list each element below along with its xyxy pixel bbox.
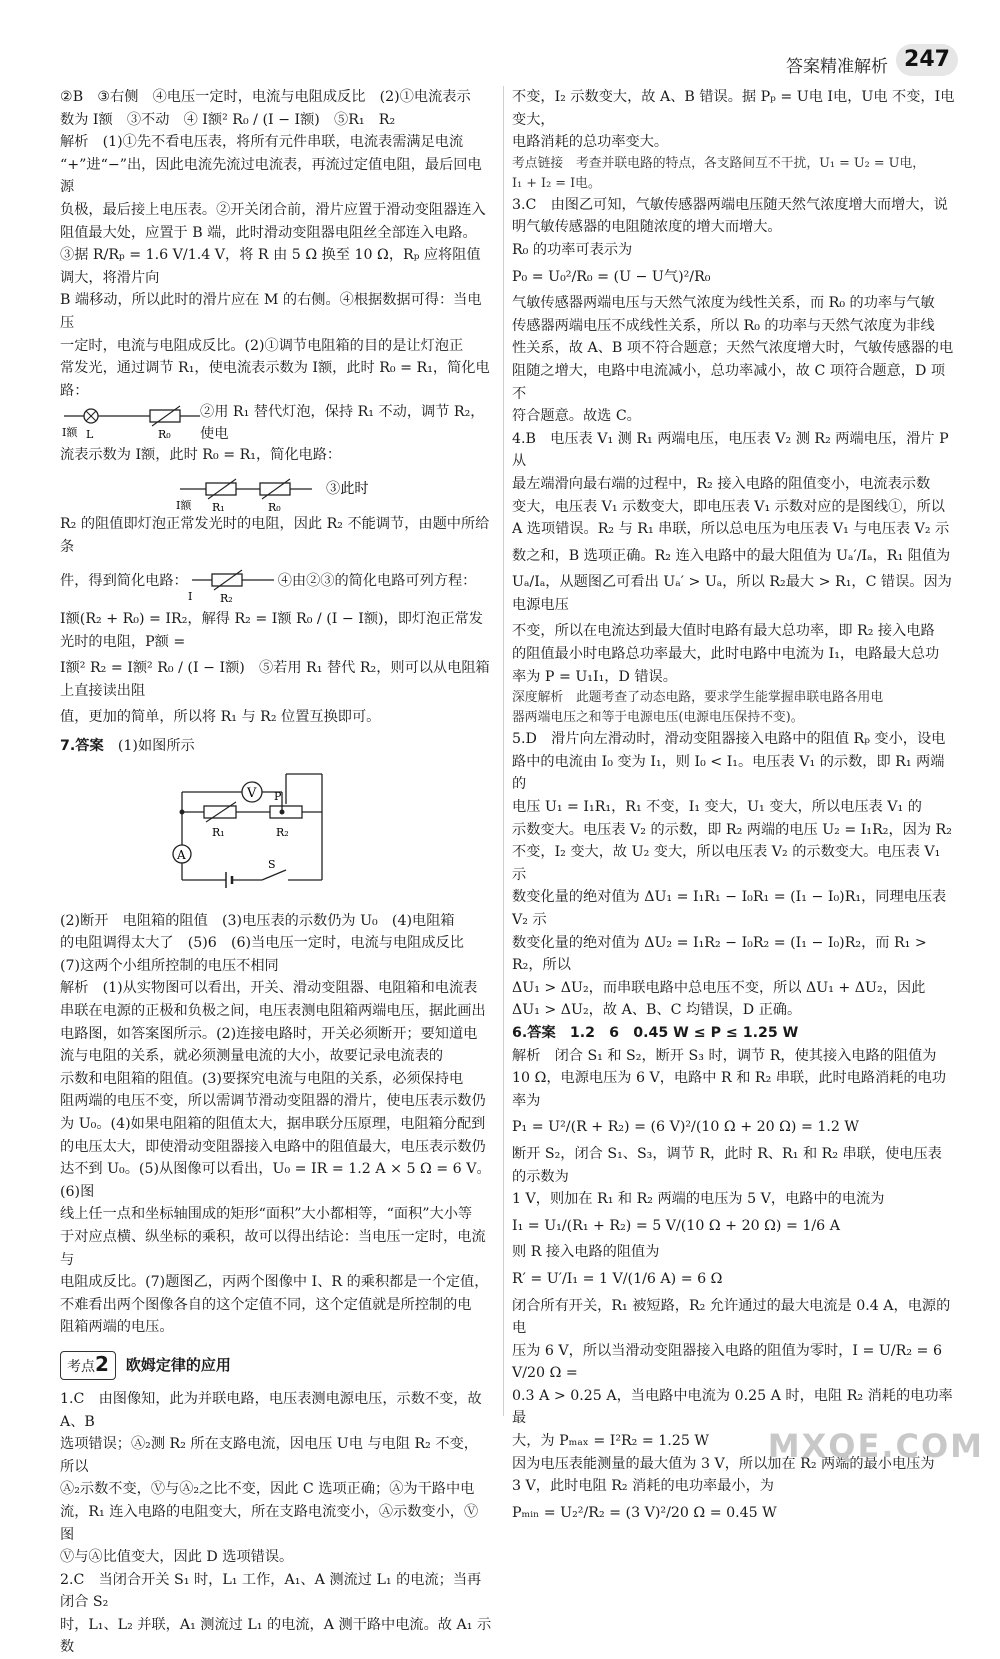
text-line: 4.B 电压表 V₁ 测 R₁ 两端电压，电压表 V₂ 测 R₂ 两端电压，滑片 P 从: [512, 430, 949, 470]
text-line: B 端移动，所以此时的滑片应在 M 的右侧。④根据数据可得：当电压: [60, 292, 482, 331]
text-line: 则 R 接入电路的阻值为: [512, 1244, 660, 1261]
text-line: 3 V，此时电阻 R₂ 消耗的电功率最小，为: [512, 1478, 774, 1495]
text-line: 数为 I额 ③不动 ④ I额² R₀ / (I − I额) ⑤R₁ R₂: [60, 111, 396, 128]
text-line: A 选项错误。R₂ 与 R₁ 串联，所以总电压为电压表 V₁ 与电压表 V₂ 示: [512, 521, 950, 538]
text-line: 常发光，通过调节 R₁，使电流表示数为 I额，此时 R₀ = R₁，简化电路：: [60, 360, 490, 399]
resistor-box-symbol: [212, 574, 242, 586]
kaodian-link: 考点链接 考查并联电路的特点，各支路间互不干扰，U₁ = U₂ = U电，: [512, 155, 926, 171]
text-line: ④由②③的简化电路可列方程：: [277, 572, 477, 589]
text-line: 流，R₁ 连入电路的电阻变大，所在支路电流变小，Ⓐ示数变小，Ⓥ图: [60, 1503, 479, 1543]
variable-arrow: [214, 570, 242, 590]
text-line: 气敏传感器两端电压与天然气浓度为线性关系，而 R₀ 的功率与气敏: [512, 295, 935, 312]
kaodian-prefix: 考点: [67, 1358, 95, 1375]
text-line: 电路图，如答案图所示。(2)连接电路时，开关必须断开；要知道电: [60, 1025, 478, 1042]
text-line: 不变，I₂ 示数变大，故 A、B 错误。据 Pₚ = U电 I电，U电 不变，I电 变大，: [512, 89, 955, 128]
text-line: 解析 (1)从实物图可以看出，开关、滑动变阻器、电阻箱和电流表: [60, 980, 478, 997]
text-line: 件，得到简化电路：: [60, 572, 188, 589]
text-line: 线上任一点和坐标轴围成的矩形“面积”大小都相等，“面积”大小等: [60, 1206, 473, 1223]
text-line: ΔU₁ > ΔU₂，故 A、B、C 均错误，D 正确。: [512, 1002, 802, 1019]
text-line: 10 Ω，电源电压为 6 V，电路中 R 和 R₂ 串联，此时电路消耗的电功: [512, 1070, 947, 1087]
text-line: ③此时: [326, 480, 369, 497]
simplified-circuit-2-row: [60, 467, 492, 513]
simplified-circuit-3: [188, 558, 278, 604]
text-line: 数变化量的绝对值为 ΔU₂ = I₁R₂ − I₀R₂ = (I₁ − I₀)R₂，而 R₁ > R₂，所以: [512, 934, 927, 974]
switch-label: S: [268, 857, 276, 871]
text-line: 符合题意。故选 C。: [512, 408, 641, 425]
text-line: Uₐ/Iₐ，从题图乙可看出 Uₐ′ > Uₐ，所以 R₂最大 > R₁，C 错误。因为电源电压: [512, 574, 952, 613]
formula-line: P₀ = U₀²/R₀ = (U − U气)²/R₀: [512, 268, 711, 285]
variable-arrow: [152, 406, 180, 426]
text-line: 0.3 A > 0.25 A，当电路中电流为 0.25 A 时，电阻 R₂ 消耗的电功率最: [512, 1387, 953, 1427]
text-line: 阻两端的电压不变，所以需调节滑动变阻器的滑片，使电压表示数仍: [60, 1093, 486, 1110]
text-line: I额(R₂ + R₀) = IR₂，解得 R₂ = I额 R₀ / (I − I额)，即灯泡正常发光时的电阻，P额 =: [60, 611, 483, 650]
text-line: 一定时，电流与电阻成反比。(2)①调节电阻箱的目的是让灯泡正: [60, 337, 464, 354]
text-line: 流表示数为 I额，此时 R₀ = R₁，简化电路：: [60, 447, 342, 464]
text-line: 电阻成反比。(7)题图乙，丙两个图像中 I、R 的乘积都是一个定值，: [60, 1274, 489, 1291]
label-l: L: [86, 428, 94, 442]
simplified-circuit-1-row: [60, 402, 492, 444]
text-line: 不变，所以在电流达到最大值时电路有最大总功率，即 R₂ 接入电路: [512, 623, 935, 640]
label-r1: R₁: [212, 500, 225, 513]
text-line: 达不到 U₀。(5)从图像可以看出，U₀ = IR = 1.2 A × 5 Ω = 6 V。(6)图: [60, 1161, 491, 1200]
text-line: 率为 P = U₁I₁，D 错误。: [512, 668, 677, 685]
text-line: Ⓐ₂示数不变，Ⓥ与Ⓐ₂之比不变，因此 C 选项正确；Ⓐ为干路中电: [60, 1481, 475, 1498]
formula-line: R′ = U′/I₁ = 1 V/(1/6 A) = 6 Ω: [512, 1270, 723, 1287]
text-line: 闭合所有开关，R₁ 被短路，R₂ 允许通过的最大电流是 0.4 A，电源的电: [512, 1297, 951, 1337]
text-line: ③据 R/Rₚ = 1.6 V/1.4 V，将 R 由 5 Ω 换至 10 Ω，Rₚ 应将阻值调大，将滑片向: [60, 247, 481, 286]
text-line: 串联在电源的正极和负极之间，电压表测电阻箱两端电压，据此画出: [60, 1003, 486, 1020]
text-line: 负极，最后接上电压表。②开关闭合前，滑片应置于滑动变阻器连入: [60, 201, 486, 218]
label-i-rated: I额: [62, 426, 78, 440]
text-line: 电路消耗的总功率变大。: [512, 134, 669, 151]
text-line: 电压 U₁ = I₁R₁，R₁ 不变，I₁ 变大，U₁ 变大，所以电压表 V₁ 的: [512, 799, 922, 816]
right-column: [512, 86, 956, 1528]
text-line: 示数和电阻箱的阻值。(3)要探究电流与电阻的关系，必须保持电: [60, 1070, 464, 1087]
kaodian-badge: [60, 1351, 116, 1380]
text-line: 阻箱两端的电压。: [60, 1319, 174, 1336]
text-line: 于对应点横、纵坐标的乘积，故可以得出结论：当电压一定时，电流与: [60, 1228, 486, 1268]
label-r1: R₁: [212, 825, 225, 839]
label-r0: R₀: [268, 500, 281, 513]
text-line: 示数变大。电压表 V₂ 的示数，即 R₂ 两端的电压 U₂ = I₁R₂，因为 R₂: [512, 821, 952, 838]
text-line: 阻值最大处，应置于 B 端，此时滑动变阻器电阻丝全部连入电路。: [60, 224, 477, 241]
text-line: 阻随之增大，电路中电流减小，总功率减小，故 C 项符合题意，D 项不: [512, 362, 946, 402]
text-line: R₀ 的功率可表示为: [512, 241, 633, 258]
text-line: (1)如图所示: [117, 738, 195, 755]
text-line: 的电阻调得太大了 (5)6 (6)当电压一定时，电流与电阻成反比: [60, 935, 464, 952]
label-r2: R₂: [276, 825, 289, 839]
text-line: 选项错误；Ⓐ₂测 R₂ 所在支路电流，因电压 U电 与电阻 R₂ 不变，所以: [60, 1436, 478, 1475]
text-line: 压为 6 V，所以当滑动变阻器接入电路的阻值为零时，I = U/R₂ = 6 V/20 Ω =: [512, 1342, 942, 1382]
text-line: 流与电阻的关系，就必须测量电流的大小，故要记录电流表的: [60, 1048, 444, 1065]
slider-label: P: [274, 789, 282, 803]
section-title: 答案精准解析: [786, 57, 888, 77]
text-line: 大，为 Pₘₐₓ = I²R₂ = 1.25 W: [512, 1433, 709, 1450]
resistor-box-symbol: [150, 410, 180, 422]
simplified-circuit-1: [60, 402, 200, 444]
kaodian-title: 欧姆定律的应用: [125, 1356, 231, 1375]
text-line: 1.C 由图像知，此为并联电路，电压表测电源电压，示数不变，故 A、B: [60, 1390, 482, 1430]
resistor-box-symbol: [260, 483, 290, 495]
section-heading: [60, 1351, 492, 1380]
text-line: 断开 S₂，闭合 S₁、S₃，调节 R，此时 R、R₁ 和 R₂ 串联，使电压表的示数为: [512, 1145, 942, 1185]
text-line: 因为电压表能测量的最大值为 3 V，所以加在 R₂ 两端的最小电压为: [512, 1455, 935, 1472]
text-line: 1 V，则加在 R₁ 和 R₂ 两端的电压为 5 V，电路中的电流为: [512, 1191, 885, 1208]
text-line: 2.C 当闭合开关 S₁ 时，L₁ 工作，A₁、A 测流过 L₁ 的电流；当再闭合 S₂: [60, 1571, 482, 1611]
text-line: 不难看出两个图像各自的这个定值不同，这个定值就是所控制的电: [60, 1296, 472, 1313]
text-line: 明气敏传感器的电阻随浓度的增大而增大。: [512, 219, 782, 236]
variable-arrow: [262, 479, 290, 499]
text-line: 路中的电流由 I₀ 变为 I₁，则 I₀ < I₁。电压表 V₁ 的示数，即 R₁ 两端的: [512, 753, 945, 793]
text-line: 解析 (1)①先不看电压表，将所有元件串联，电流表需满足电流: [60, 134, 464, 151]
text-line: ②B ③右侧 ④电压一定时，电流与电阻成反比 (2)①电流表示: [60, 89, 471, 105]
text-line: 变大，电压表 V₁ 示数变大，即电压表 V₁ 示数对应的是图线①，所以: [512, 498, 945, 515]
variable-arrow: [208, 479, 236, 499]
text-line: R₂ 的阻值即灯泡正常发光时的电阻，因此 R₂ 不能调节，由题中所给条: [60, 515, 490, 555]
simplified-circuit-2: [176, 467, 476, 513]
text-line: 最左端滑向最右端的过程中，R₂ 接入电路的阻值变小，电流表示数: [512, 475, 931, 492]
answer-circuit-diagram: [152, 764, 342, 904]
text-line: 率为: [512, 1092, 541, 1109]
junction-dot: [280, 809, 285, 814]
text-line: 的电压太大，即使滑动变阻器接入电路中的阻值最大，电压表示数仍: [60, 1138, 486, 1155]
kaodian-number: 2: [95, 1351, 109, 1376]
deep-analysis: 深度解析 此题考查了动态电路，要求学生能掌握串联电路各用电: [512, 690, 884, 706]
text-line: “+”进“−”出，因此电流先流过电流表，再流过定值电阻，最后回电源: [60, 156, 482, 196]
resistor-box-symbol: [204, 806, 236, 818]
text-line: 性关系，故 A、B 项不符合题意；天然气浓度增大时，气敏传感器的电: [512, 340, 954, 357]
text-line: 值，更加的简单，所以将 R₁ 与 R₂ 位置互换即可。: [60, 709, 381, 726]
voltmeter-label: V: [247, 785, 257, 801]
q7-label: 7.答案: [60, 738, 104, 755]
q6-answer: 6.答案 1.2 6 0.45 W ≤ P ≤ 1.25 W: [512, 1024, 799, 1041]
text-line: 的阻值最小时电路总功率最大，此时电路中电流为 I₁，电路最大总功: [512, 646, 940, 663]
label-i-rated: I额: [176, 498, 192, 512]
text-line: 数之和，B 选项正确。R₂ 连入电路中的最大阻值为 Uₐ′/Iₐ，R₁ 阻值为: [512, 547, 951, 564]
text-line: 时，L₁、L₂ 并联，A₁ 测流过 L₁ 的电流，A 测干路中电流。故 A₁ 示数: [60, 1616, 492, 1656]
text-line: 解析 闭合 S₁ 和 S₂，断开 S₃ 时，调节 R，使其接入电路的阻值为: [512, 1047, 937, 1064]
page-header: [0, 40, 1000, 80]
label-i: I: [187, 590, 193, 604]
text-line: 为 U₀。(4)如果电阻箱的阻值太大，据串联分压原理，电阻箱分配到: [60, 1116, 486, 1132]
page-number: 247: [896, 44, 958, 76]
text-line: 不变，I₂ 变大，故 U₂ 变大，所以电压表 V₂ 的示数变大。电压表 V₁ 示: [512, 844, 941, 883]
text-line: 3.C 由图乙可知，气敏传感器两端电压随天然气浓度增大而增大，说: [512, 196, 948, 213]
label-r2: R₂: [219, 592, 233, 605]
formula-line: I₁ = U₁/(R₁ + R₂) = 5 V/(10 Ω + 20 Ω) = 1/6 A: [512, 1217, 840, 1234]
resistor-box-symbol: [206, 483, 236, 495]
simplified-circuit-3-row: [60, 558, 492, 604]
text-line: ΔU₁ > ΔU₂，而串联电路中总电压不变，所以 ΔU₁ + ΔU₂，因此: [512, 979, 926, 996]
label-r0: R₀: [158, 428, 171, 442]
deep-analysis: 器两端电压之和等于电源电压(电源电压保持不变)。: [512, 710, 804, 726]
formula-line: P₁ = U²/(R + R₂) = (6 V)²/(10 Ω + 20 Ω) = 1.2 W: [512, 1119, 860, 1136]
switch-symbol: [262, 870, 286, 880]
text-line: 5.D 滑片向左滑动时，滑动变阻器接入电路中的阻值 Rₚ 变小，设电: [512, 731, 946, 748]
kaodian-link: I₁ + I₂ = I电。: [512, 175, 601, 191]
variable-arrow: [206, 802, 236, 822]
text-line: (2)断开 电阻箱的阻值 (3)电压表的示数仍为 U₀ (4)电阻箱: [60, 912, 455, 929]
text-line: 传感器两端电压不成线性关系，所以 R₀ 的功率与天然气浓度为非线: [512, 317, 935, 334]
junction-dot: [180, 809, 185, 814]
watermark: MXQE.COM: [767, 1427, 984, 1465]
ammeter-label: A: [177, 847, 186, 862]
text-line: I额² R₂ = I额² R₀ / (I − I额) ⑤若用 R₁ 替代 R₂，则可以从电阻箱上直接读出阻: [60, 660, 490, 699]
text-line: ②用 R₁ 替代灯泡，保持 R₁ 不动，调节 R₂，使电: [200, 403, 485, 443]
column-divider: [503, 86, 504, 1416]
text-line: 数变化量的绝对值为 ΔU₁ = I₁R₁ − I₀R₁ = (I₁ − I₀)R₁，同理电压表 V₂ 示: [512, 889, 947, 928]
text-line: (7)这两个小组所控制的电压不相同: [60, 957, 279, 974]
rheostat-symbol: [270, 806, 302, 818]
text-line: Ⓥ与Ⓐ比值变大，因此 D 选项错误。: [60, 1549, 294, 1566]
formula-line: Pₘᵢₙ = U₂²/R₂ = (3 V)²/20 Ω = 0.45 W: [512, 1504, 777, 1521]
left-column: [60, 86, 492, 1659]
